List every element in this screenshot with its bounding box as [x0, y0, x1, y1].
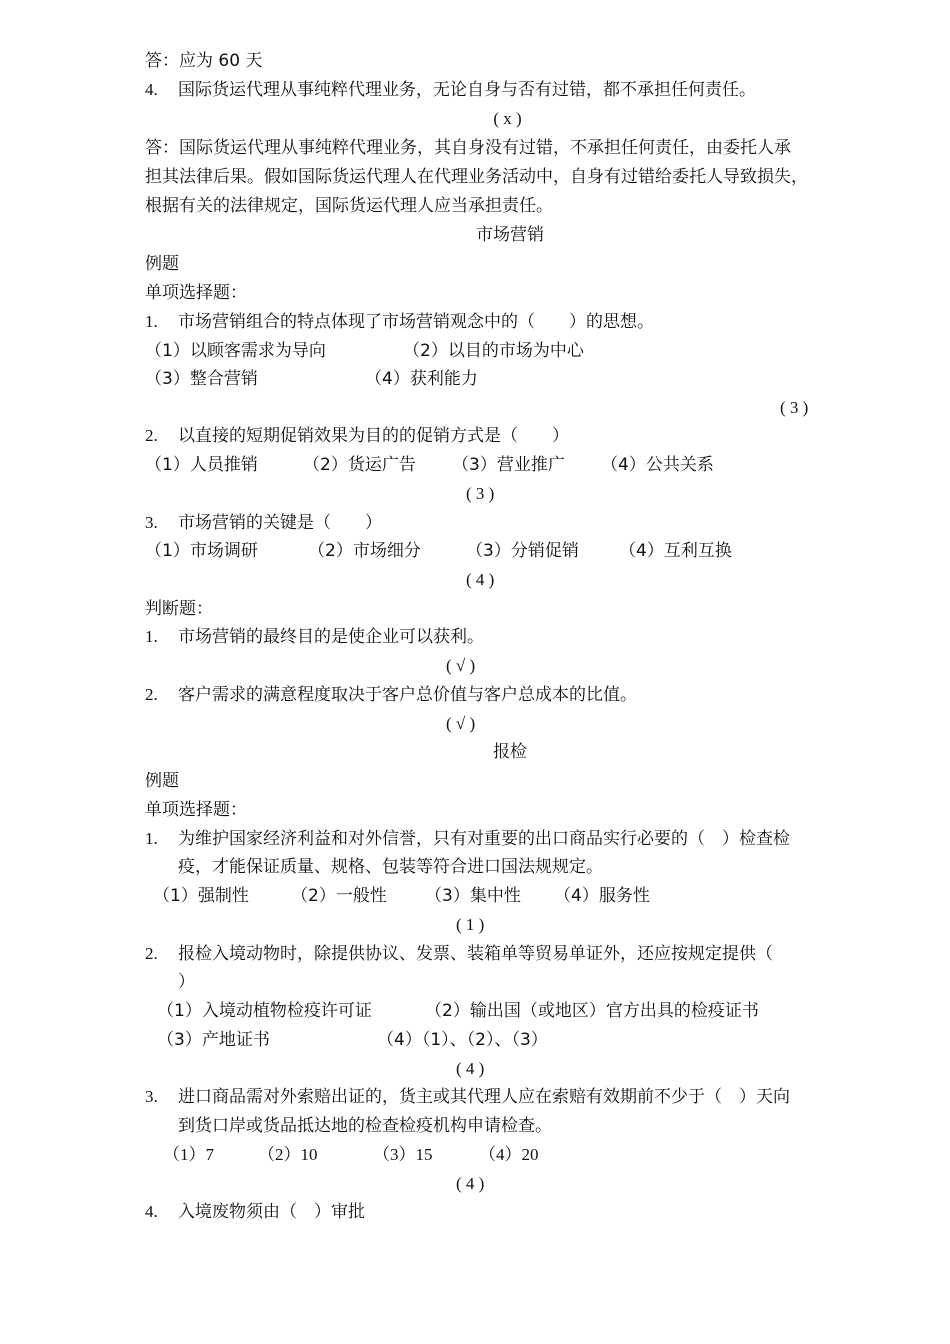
- inspection-question-3-answer: ( 4 ): [456, 1174, 485, 1193]
- single-choice-heading: 单项选择题：: [145, 283, 247, 303]
- marketing-question-2-answer: ( 3 ): [466, 484, 495, 503]
- question-number: 4.: [145, 1202, 158, 1221]
- single-choice-heading: 单项选择题：: [145, 800, 247, 820]
- option-3: （3）营业推广: [452, 455, 565, 475]
- question-number: 3.: [145, 513, 158, 532]
- explanation-line-2: 担其法律后果。假如国际货运代理人在代理业务活动中，自身有过错给委托人导致损失，: [145, 167, 808, 187]
- question-text: 市场营销的关键是（ ）: [178, 513, 382, 533]
- option-1: （1）7: [163, 1145, 214, 1164]
- judge-heading: 判断题：: [145, 599, 213, 619]
- question-text: 入境废物须由（ ）审批: [178, 1202, 365, 1222]
- options-row: [145, 997, 890, 1025]
- option-2: （2）货运广告: [303, 455, 416, 475]
- section-title-marketing: 市场营销: [476, 225, 544, 245]
- marketing-question-3-answer: ( 4 ): [466, 570, 495, 589]
- option-3: （3）集中性: [425, 886, 521, 906]
- option-2: （2）输出国（或地区）官方出具的检疫证书: [425, 1001, 759, 1021]
- judge-question-1: [145, 623, 890, 651]
- question-number: 2.: [145, 685, 158, 704]
- question-number: 1.: [145, 627, 158, 646]
- question-text: 为维护国家经济利益和对外信誉，只有对重要的出口商品实行必要的（ ）检查检: [178, 829, 790, 849]
- question-text: 进口商品需对外索赔出证的，货主或其代理人应在索赔有效期前不少于（ ）天向: [178, 1087, 790, 1107]
- marketing-question-1-answer: ( 3 ): [780, 398, 809, 417]
- inspection-question-4: [145, 1198, 890, 1226]
- inspection-question-2-answer: ( 4 ): [456, 1059, 485, 1078]
- judge-question-2: [145, 681, 890, 709]
- question-text-continued: 到货口岸或货品抵达地的检查检疫机构申请检查。: [178, 1116, 552, 1136]
- section-title-inspection: 报检: [493, 742, 527, 762]
- option-1: （1）市场调研: [145, 541, 258, 561]
- option-3: （3）分销促销: [466, 541, 579, 561]
- options-row: [145, 451, 890, 479]
- example-heading: 例题: [145, 771, 179, 791]
- explanation-line-1: 答：国际货运代理从事纯粹代理业务，其自身没有过错，不承担任何责任，由委托人承: [145, 138, 791, 158]
- question-number: 1.: [145, 829, 158, 848]
- option-2: （2）以目的市场为中心: [403, 341, 584, 361]
- question-number: 4.: [145, 80, 158, 99]
- option-2: （2）市场细分: [308, 541, 421, 561]
- option-4: （4）互利互换: [619, 541, 732, 561]
- option-3: （3）整合营销: [145, 369, 258, 389]
- question-4-answer: ( x ): [493, 109, 522, 128]
- option-4: （4）获利能力: [365, 369, 478, 389]
- option-3: （3）产地证书: [157, 1030, 270, 1050]
- question-text: 报检入境动物时，除提供协议、发票、装箱单等贸易单证外，还应按规定提供（: [178, 944, 773, 964]
- question-number: 1.: [145, 312, 158, 331]
- options-row: [145, 1141, 890, 1169]
- option-1: （1）强制性: [153, 886, 249, 906]
- options-row: [145, 1026, 890, 1054]
- options-row: [145, 365, 890, 393]
- question-number: 2.: [145, 944, 158, 963]
- option-2: （2）10: [258, 1145, 318, 1164]
- inspection-question-1-answer: ( 1 ): [456, 915, 485, 934]
- question-text-continued: ）: [178, 972, 195, 992]
- option-4: （4）服务性: [554, 886, 650, 906]
- option-4: （4）（1）、（2）、（3）: [377, 1030, 548, 1050]
- judge-question-1-answer: ( √ ): [446, 656, 476, 675]
- option-4: （4）公共关系: [601, 455, 714, 475]
- inspection-question-2: [145, 940, 890, 968]
- question-4: [145, 76, 890, 104]
- options-row: [145, 537, 890, 565]
- option-3: （3）15: [373, 1145, 433, 1164]
- inspection-question-1: [145, 825, 890, 853]
- inspection-question-3: [145, 1083, 890, 1111]
- marketing-question-1: [145, 308, 890, 336]
- marketing-question-3: [145, 509, 890, 537]
- example-heading: 例题: [145, 254, 179, 274]
- question-number: 3.: [145, 1087, 158, 1106]
- question-text: 市场营销组合的特点体现了市场营销观念中的（ ）的思想。: [178, 312, 654, 332]
- option-1: （1）以顾客需求为导向: [145, 341, 326, 361]
- option-1: （1）人员推销: [145, 455, 258, 475]
- question-text: 国际货运代理从事纯粹代理业务，无论自身与否有过错，都不承担任何责任。: [178, 80, 756, 100]
- options-row: [145, 882, 890, 910]
- explanation-line-3: 根据有关的法律规定，国际货运代理人应当承担责任。: [145, 196, 553, 216]
- options-row: [145, 337, 890, 365]
- question-text-continued: 疫，才能保证质量、规格、包装等符合进口国法规规定。: [178, 857, 603, 877]
- option-4: （4）20: [479, 1145, 539, 1164]
- question-text: 市场营销的最终目的是使企业可以获利。: [178, 627, 484, 647]
- question-number: 2.: [145, 426, 158, 445]
- marketing-question-2: [145, 422, 890, 450]
- option-1: （1）入境动植物检疫许可证: [157, 1001, 372, 1021]
- judge-question-2-answer: ( √ ): [446, 714, 476, 733]
- question-text: 以直接的短期促销效果为目的的促销方式是（ ）: [178, 426, 569, 446]
- option-2: （2）一般性: [291, 886, 387, 906]
- answer-line: 答：应为 60 天: [145, 51, 263, 71]
- question-text: 客户需求的满意程度取决于客户总价值与客户总成本的比值。: [178, 685, 637, 705]
